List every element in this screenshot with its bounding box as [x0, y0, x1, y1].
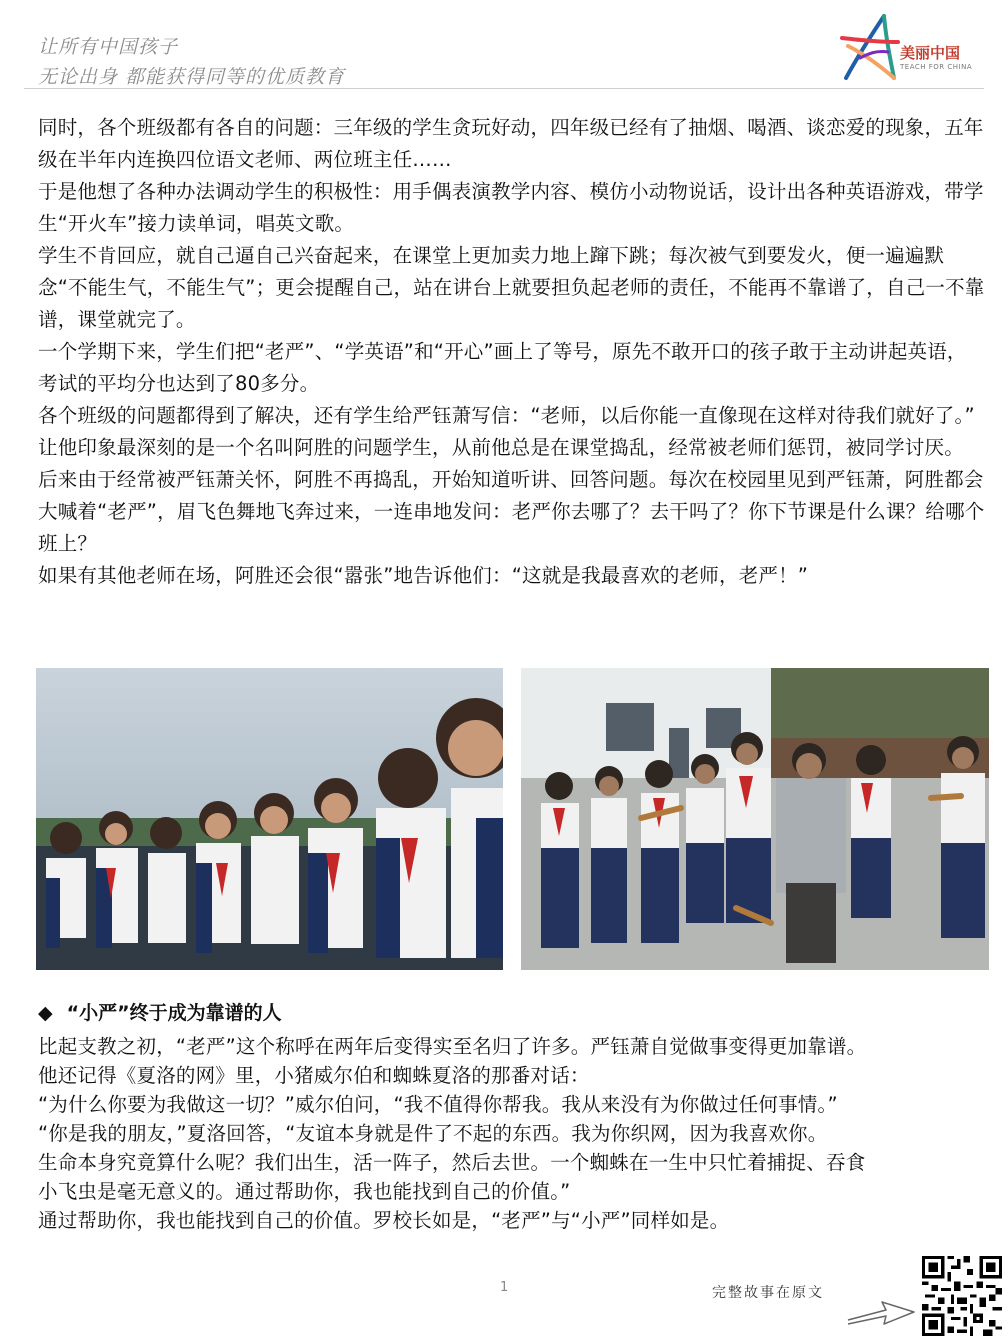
paragraph: 各个班级的问题都得到了解决，还有学生给严钰萧写信：“老师，以后你能一直像现在这样对待我们就好了。”	[38, 404, 975, 427]
text-line: 他还记得《夏洛的网》里，小猪威尔伯和蜘蛛夏洛的那番对话：	[38, 1064, 590, 1087]
header-divider	[24, 88, 984, 89]
star-logo-icon	[838, 12, 900, 84]
qr-code[interactable]	[922, 1256, 1002, 1336]
section-title: “小严”终于成为靠谱的人	[66, 1002, 282, 1024]
paragraph: 后来由于经常被严钰萧关怀，阿胜不再捣乱，开始知道听讲、回答问题。每次在校园里见到严钰萧，阿胜都会大喊着“老严”，眉飞色舞地飞奔过来，一连串地发问：老严你去哪了？去干吗了？你下节课是什么课？给哪个班上？	[38, 468, 985, 555]
paragraph: 一个学期下来，学生们把“老严”、“学英语”和“开心”画上了等号，原先不敢开口的孩子敢于主动讲起英语，考试的平均分也达到了80多分。	[38, 340, 967, 395]
text-line: 生命本身究竟算什么呢？我们出生，活一阵子，然后去世。一个蜘蛛在一生中只忙着捕捉、吞食	[38, 1151, 866, 1174]
text-line: “为什么你要为我做这一切？”威尔伯问，“我不值得你帮我。我从来没有为你做过任何事情。”	[38, 1093, 838, 1116]
page-number: 1	[500, 1280, 509, 1295]
arrow-right-icon	[846, 1296, 918, 1328]
paragraph: 于是他想了各种办法调动学生的积极性：用手偶表演教学内容、模仿小动物说话，设计出各种英语游戏，带学生“开火车”接力读单词，唱英文歌。	[38, 180, 984, 235]
article-body-continued	[38, 1032, 998, 1235]
paragraph: 同时，各个班级都有各自的问题：三年级的学生贪玩好动，四年级已经有了抽烟、喝酒、谈恋爱的现象，五年级在半年内连换四位语文老师、两位班主任……	[38, 116, 984, 171]
text-line: 通过帮助你，我也能找到自己的价值。罗校长如是，“老严”与“小严”同样如是。	[38, 1209, 730, 1232]
slogan-line-1: 让所有中国孩子	[38, 36, 179, 58]
section-heading	[38, 998, 282, 1025]
article-body	[38, 112, 986, 592]
text-line: 比起支教之初，“老严”这个称呼在两年后变得实至名归了许多。严钰萧自觉做事变得更加靠谱。	[38, 1035, 867, 1058]
photo-students-lined-up	[36, 668, 503, 970]
slogan-line-2: 无论出身 都能获得同等的优质教育	[38, 66, 346, 88]
text-line: “你是我的朋友，”夏洛回答，“友谊本身就是件了不起的东西。我为你织网，因为我喜欢你。	[38, 1122, 828, 1145]
diamond-bullet-icon: ◆	[38, 1002, 53, 1024]
logo-chinese-name: 美丽中国	[900, 44, 961, 62]
paragraph: 让他印象最深刻的是一个名叫阿胜的问题学生，从前他总是在课堂捣乱，经常被老师们惩罚，被同学讨厌。	[38, 436, 964, 459]
photo-teacher-with-students	[521, 668, 989, 970]
paragraph: 如果有其他老师在场，阿胜还会很“嚣张”地告诉他们：“这就是我最喜欢的老师，老严！”	[38, 564, 809, 587]
logo-english-name: TEACH FOR CHINA	[900, 63, 973, 71]
teach-for-china-logo	[838, 12, 978, 84]
text-line: 小飞虫是毫无意义的。通过帮助你，我也能找到自己的价值。”	[38, 1180, 571, 1203]
paragraph: 学生不肯回应，就自己逼自己兴奋起来，在课堂上更加卖力地上蹿下跳；每次被气到要发火，便一遍遍默念“不能生气，不能生气”；更会提醒自己，站在讲台上就要担负起老师的责任，不能再不靠谱了，自己一不靠谱，课堂就完了。	[38, 244, 985, 331]
qr-caption: 完整故事在原文	[712, 1285, 824, 1301]
